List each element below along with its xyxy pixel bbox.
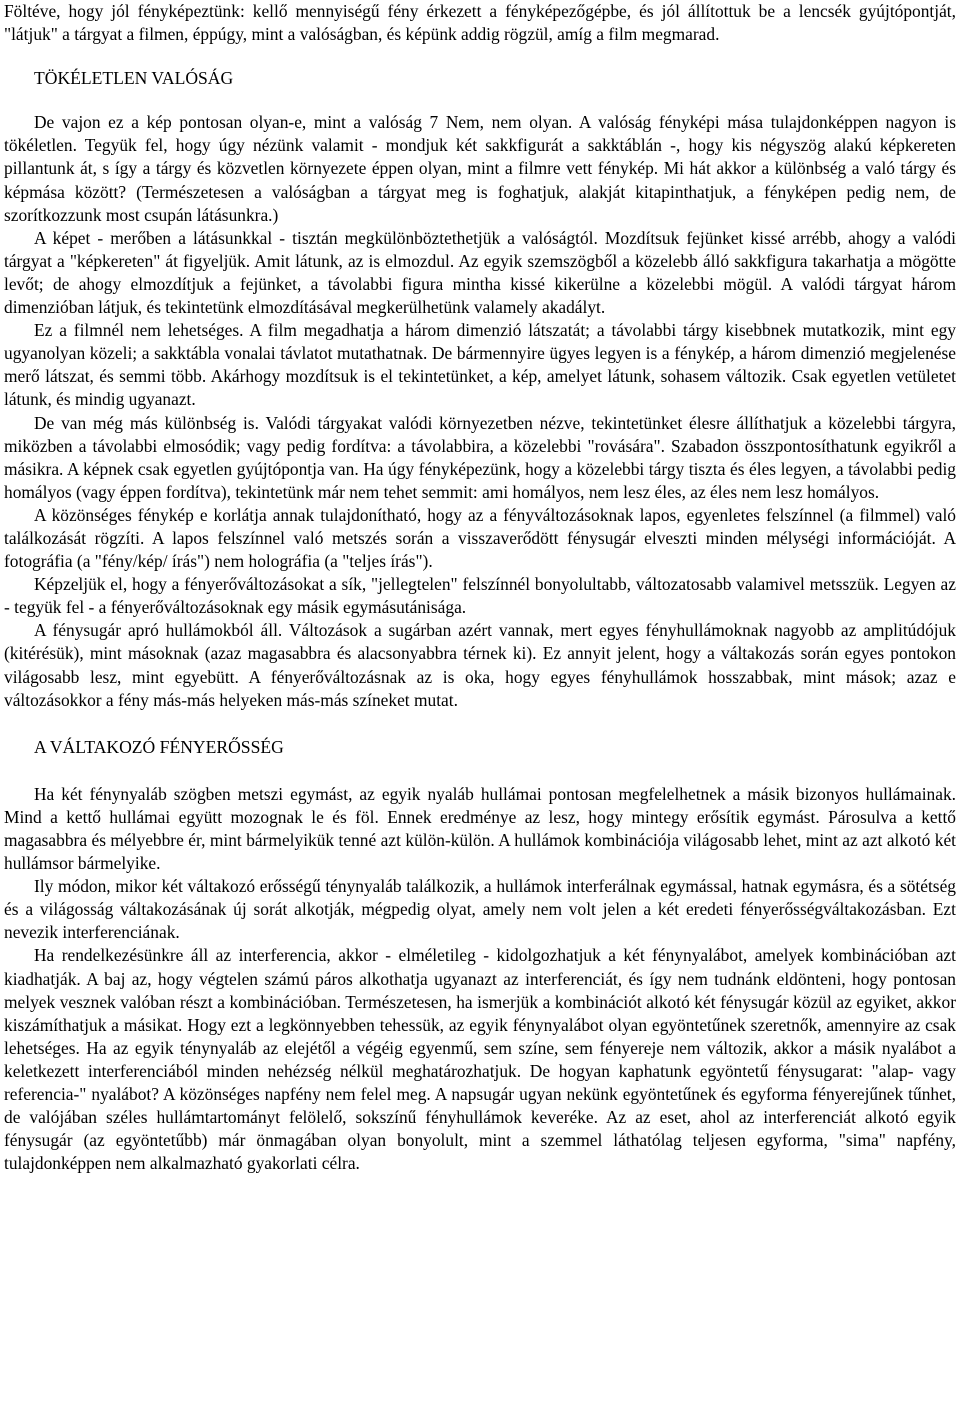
intro-paragraph: Föltéve, hogy jól fényképeztünk: kellő mennyiségű fény érkezett a fényképezőgépbe, és jól állítottuk be a lencsék gyújtópontját, "látjuk" a tárgyat a filmen, éppúgy, mint a valóságban, és képünk addig rögzül, amíg a film megmarad.	[4, 1, 956, 45]
heading-valtakozo-fenyerosseg: A VÁLTAKOZÓ FÉNYERŐSSÉG	[34, 736, 284, 757]
paragraph: Ez a filmnél nem lehetséges. A film megadhatja a három dimenzió látszatát; a távolabbi tárgy kisebbnek mutatkozik, mint egy ugyanolyan közeli; a sakktábla vonalai távlatot mutathatnak. De bármennyire ügyes legyen is a fénykép, a három dimenzió megjelenése merő látszat, és semmi több. Akárhogy mozdítsuk is el tekintetünket, a kép, amelyet látunk, sohasem változik. Csak egyetlen vetületet látunk, és mindig ugyanazt.	[4, 320, 956, 410]
heading-tokeletlen-valosag: TÖKÉLETLEN VALÓSÁG	[34, 68, 234, 89]
paragraph: A közönséges fénykép e korlátja annak tulajdonítható, hogy az a fényváltozásoknak lapos, egyenletes felszínnel (a filmmel) való találkozását rögzíti. A lapos felszínnel való metszés során a visszaverődött fénysugár elveszti minden mélységi információját. A fotográfia (a "fény/kép/ írás") nem holográfia (a "teljes írás").	[4, 504, 956, 572]
paragraph: Képzeljük el, hogy a fényerőváltozásokat a sík, "jellegtelen" felszínnél bonyolultabb, változatosabb valamivel metsszük. Legyen az - tegyük fel - a fényerőváltozásoknak egy másik egymásutánisága.	[4, 574, 956, 618]
paragraph: Ily módon, mikor két váltakozó erősségű ténynyaláb találkozik, a hullámok interferálnak egymással, hatnak egymásra, és a sötétség és a világosság váltakozásának új sorát alkotják, mégpedig olyat, amely nem volt jelen a két eredeti fényerősségváltakozásban. Ezt nevezik interferenciának.	[4, 876, 956, 943]
paragraph: A képet - merőben a látásunkkal - tisztán megkülönböztethetjük a valóságtól. Mozdítsuk fejünket kissé arrébb, ahogy a valódi tárgyat a "képkereten" át figyeljük. Amit látunk, az is elmozdul. Az egyik szemszögből a közelebb álló sakkfigura takarhatja a mögötte levőt; de ahogy elmozdítjuk a fejünket, a távolabbi figura mintha kissé kikerülne a közelebbi mögül. A valódi tárgyat három dimenzióban látjuk, és tekintetünk elmozdításával megkerülhetünk valamely akadályt.	[4, 227, 956, 318]
paragraph: De vajon ez a kép pontosan olyan-e, mint a valóság 7 Nem, nem olyan. A valóság fényképi mása tulajdonképpen nagyon is tökéletlen. Tegyük fel, hogy úgy nézünk valamit - mondjuk két sakkfigurát a sakktáblán -, hogy kis négyszög alakú képkereten pillantunk át, s így a tárgy és közvetlen környezete éppen olyan, mint a filmre vett fénykép. Mi hát akkor a különbség a való tárgy és képmása között? (Természetesen a valóságban a tárgyat meg is foghatjuk, alakját kitapinthatjuk, a fényképen pedig nem, de szorítkozzunk most csupán látásunkra.)	[4, 112, 956, 225]
paragraph: A fénysugár apró hullámokból áll. Változások a sugárban azért vannak, mert egyes fényhullámoknak nagyobb az amplitúdójuk (kitérésük), mint másoknak (azaz magasabbra és alacsonyabbra térnek ki). Ez annyit jelent, hogy a váltakozás során egyes pontokon világosabb lesz, mint egyebütt. A fényerőváltozásnak az is oka, hogy egyes fényhullámok hosszabbak, mint mások; azaz e változásokkor a fény más-más helyeken más-más színeket mutat.	[4, 620, 956, 710]
paragraph: Ha két fénynyaláb szögben metszi egymást, az egyik nyaláb hullámai pontosan megfelelhetnek a másik bizonyos hullámainak. Mind a kettő hullámai együtt mozognak le és föl. Ennek eredménye az lesz, hogy mintegy erősítik egymást. Párosulva a kettő magasabbra és mélyebbre ér, mint bármelyikük tenné azt külön-külön. A hullámok kombinációja világosabb lehet, mint az azt alkotó két hullámsor bármelyike.	[4, 783, 956, 874]
paragraph: De van még más különbség is. Valódi tárgyakat valódi környezetben nézve, tekintetünket élesre állíthatjuk a közelebbi tárgyra, miközben a távolabbi elmosódik; vagy pedig fordítva: a távolabbira, a közelebbi "rovására". Szabadon összpontosíthatunk egyikről a másikra. A képnek csak egyetlen gyújtópontja van. Ha úgy fényképezünk, hogy a közelebbi tárgy tiszta és éles legyen, a távolabbi pedig homályos (vagy éppen fordítva), tekintetünk már nem tehet semmit: ami homályos, nem lesz éles, az éles nem lesz homályos.	[4, 412, 956, 502]
paragraph: Ha rendelkezésünkre áll az interferencia, akkor - elméletileg - kidolgozhatjuk a két fénynyalábot, amelyek kombinációban azt kiadhatják. A baj az, hogy végtelen számú páros alkothatja ugyanazt az interferenciát, és így nem tudnánk eldönteni, hogy pontosan melyek vesznek valóban részt a kombinációban. Természetesen, ha ismerjük a kombinációt alkotó két fénysugár közül az egyiket, akkor kiszámíthatjuk a másikat. Hogy ezt a legkönnyebben tehessük, az egyik fénynyalábot olyan egyöntetűnek szeretnők, amennyire az csak lehetséges. Ha az egyik ténynyaláb az elejétől a végéig egyenmű, sem színe, sem fényereje nem változik, akkor a másik nyalábot a keletkezett interferenciából minden nehézség nélkül meghatározhatjuk. De hogyan kaphatunk egyöntetű fénysugarat: "alap- vagy referencia-" nyalábot? A közönséges napfény nem felel meg. A napsugár ugyan nekünk egyöntetűnek és egyforma fényerejűnek tűnhet, de valójában széles hullámtartományt felölelő, sokszínű fényhullámok keveréke. Az az eset, ahol az interferenciát alkotó egyik fénysugár (az egyöntetűbb) már önmagában olyan bonyolult, mint a szemmel láthatólag teljesen egyforma, "sima" napfény, tulajdonképpen nem alkalmazható gyakorlati célra.	[4, 945, 956, 1174]
